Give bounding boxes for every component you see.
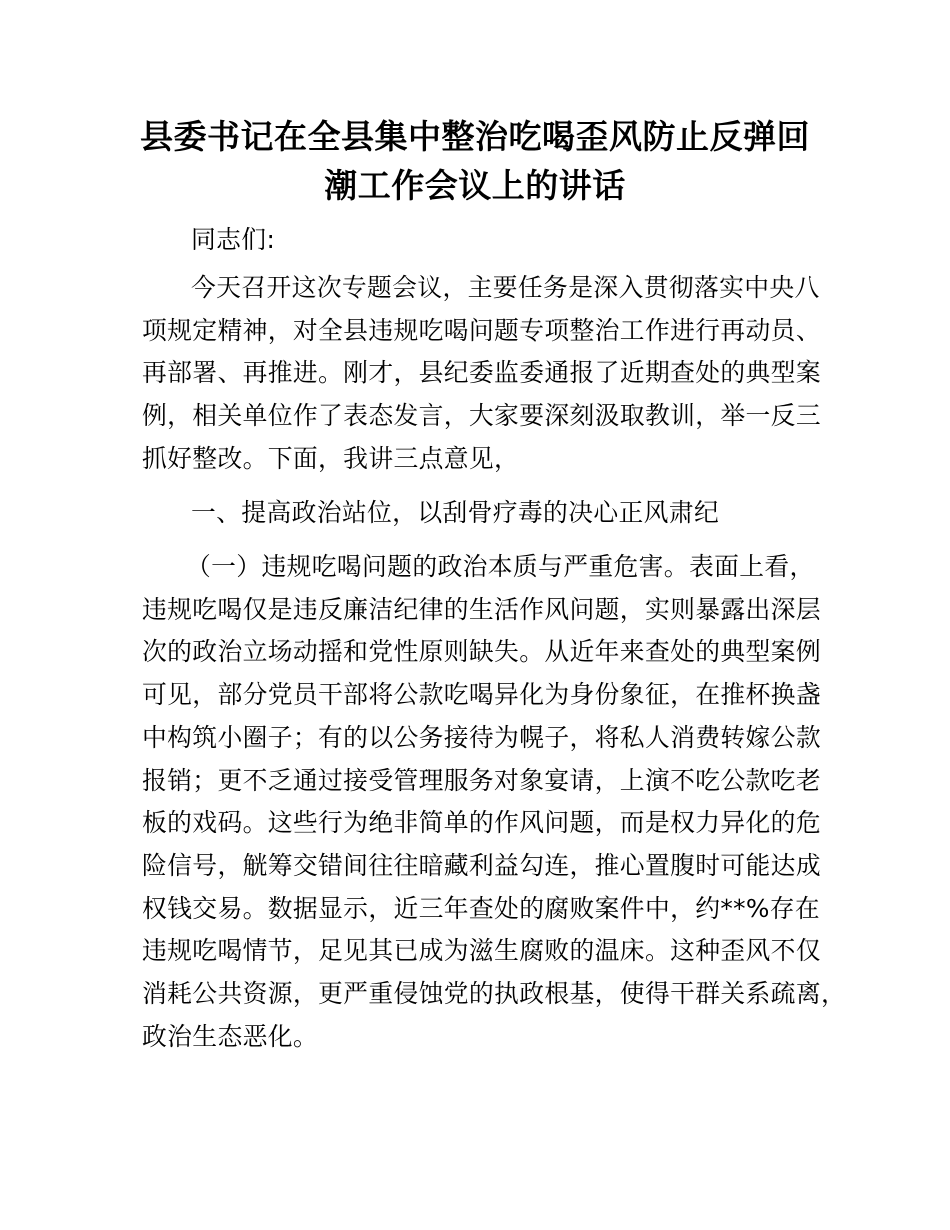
paragraph-line: 政治生态恶化。	[142, 1021, 319, 1051]
paragraph-line: 中构筑小圈子；有的以公务接待为幌子，将私人消费转嫁公款	[142, 722, 821, 752]
paragraph-line: （一）违规吃喝问题的政治本质与严重危害。表面上看，	[186, 552, 815, 581]
title-line: 潮工作会议上的讲话	[324, 166, 626, 205]
paragraph-line: 险信号，觥筹交错间往往暗藏利益勾连，推心置腹时可能达成	[142, 850, 821, 880]
paragraph-line: 违规吃喝情节，足见其已成为滋生腐败的温床。这种歪风不仅	[142, 936, 821, 966]
salutation	[142, 219, 842, 262]
intro-paragraph	[142, 267, 842, 481]
section-heading-text: 一、提高政治站位，以刮骨疗毒的决心正风肃纪	[191, 498, 720, 527]
paragraph-line: 例，相关单位作了表态发言，大家要深刻汲取教训，举一反三	[142, 401, 821, 431]
paragraph-line: 报销；更不乏通过接受管理服务对象宴请，上演不吃公款吃老	[142, 765, 821, 795]
paragraph-line: 可见，部分党员干部将公款吃喝异化为身份象征，在推杯换盏	[142, 680, 821, 710]
paragraph-line: 项规定精神，对全县违规吃喝问题专项整治工作进行再动员、	[142, 315, 821, 345]
document-title	[120, 112, 830, 210]
paragraph-line: 再部署、再推进。刚才，县纪委监委通报了近期查处的典型案	[142, 358, 821, 388]
paragraph-line: 消耗公共资源，更严重侵蚀党的执政根基，使得干群关系疏离，	[142, 979, 847, 1009]
paragraph-line: 权钱交易。数据显示，近三年查处的腐败案件中，约**%存在	[142, 893, 821, 923]
paragraph-line: 今天召开这次专题会议，主要任务是深入贯彻落实中央八	[191, 273, 820, 302]
title-line: 县委书记在全县集中整治吃喝歪风防止反弹回	[140, 117, 810, 156]
section-paragraph	[142, 546, 847, 1058]
salutation-text: 同志们:	[191, 225, 276, 254]
paragraph-line: 次的政治立场动摇和党性原则缺失。从近年来查处的典型案例	[142, 637, 821, 667]
paragraph-line: 抓好整改。下面，我讲三点意见，	[142, 443, 520, 473]
paragraph-line: 违规吃喝仅是违反廉洁纪律的生活作风问题，实则暴露出深层	[142, 594, 821, 624]
section-heading	[142, 492, 842, 535]
paragraph-line: 板的戏码。这些行为绝非简单的作风问题，而是权力异化的危	[142, 808, 821, 838]
